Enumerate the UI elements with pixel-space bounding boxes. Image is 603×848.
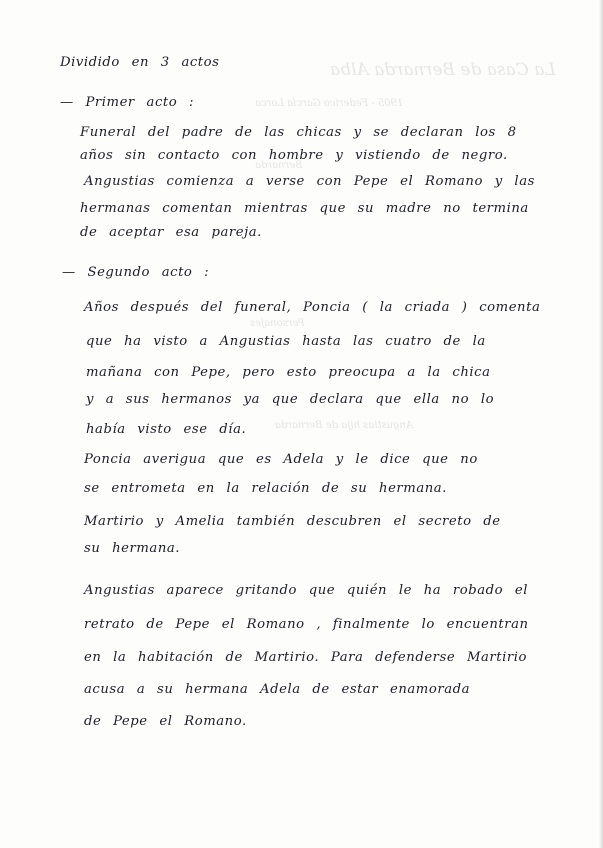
intro-line: Dividido en 3 actos <box>60 55 220 70</box>
bleed-through-title: La Casa de Bernarda Alba <box>330 60 556 80</box>
text-line: de Pepe el Romano. <box>84 714 247 729</box>
text-line: que ha visto a Angustias hasta las cuatro de la <box>86 334 486 349</box>
text-line: retrato de Pepe el Romano , finalmente lo encuentran <box>84 617 529 632</box>
text-line: hermanas comentan mientras que su madre no termina <box>80 201 529 216</box>
text-line: Poncia averigua que es Adela y le dice que no <box>84 452 478 467</box>
text-line: Funeral del padre de las chicas y se declaran los 8 <box>80 125 517 140</box>
text-line: Angustias aparece gritando que quién le ha robado el <box>84 583 528 598</box>
text-line: Martirio y Amelia también descubren el secreto de <box>84 514 501 529</box>
heading-second-act: — Segundo acto : <box>62 265 210 280</box>
text-line: mañana con Pepe, pero esto preocupa a la chica <box>86 365 491 380</box>
bleed-through-line: Angustias hija de Bernarda <box>275 420 414 431</box>
bleed-through-line: 1905 - Federico García Lorca <box>255 98 404 109</box>
bleed-through-line: Personajes <box>250 318 305 329</box>
text-line: acusa a su hermana Adela de estar enamorada <box>84 682 471 697</box>
text-line: había visto ese día. <box>86 422 247 437</box>
text-line: Angustias comienza a verse con Pepe el Romano y las <box>84 174 535 189</box>
text-line: en la habitación de Martirio. Para defenderse Martirio <box>84 650 527 665</box>
paper-edge <box>599 0 603 848</box>
text-line: de aceptar esa pareja. <box>80 225 262 240</box>
text-line: su hermana. <box>84 541 181 556</box>
text-line: y a sus hermanos ya que declara que ella no lo <box>86 392 495 407</box>
heading-first-act: — Primer acto : <box>60 95 194 110</box>
bleed-through-line: Bernarda <box>255 160 303 171</box>
text-line: años sin contacto con hombre y vistiendo de negro. <box>80 148 508 163</box>
text-line: se entrometa en la relación de su hermana. <box>84 481 447 496</box>
text-line: Años después del funeral, Poncia ( la criada ) comenta <box>84 300 541 315</box>
